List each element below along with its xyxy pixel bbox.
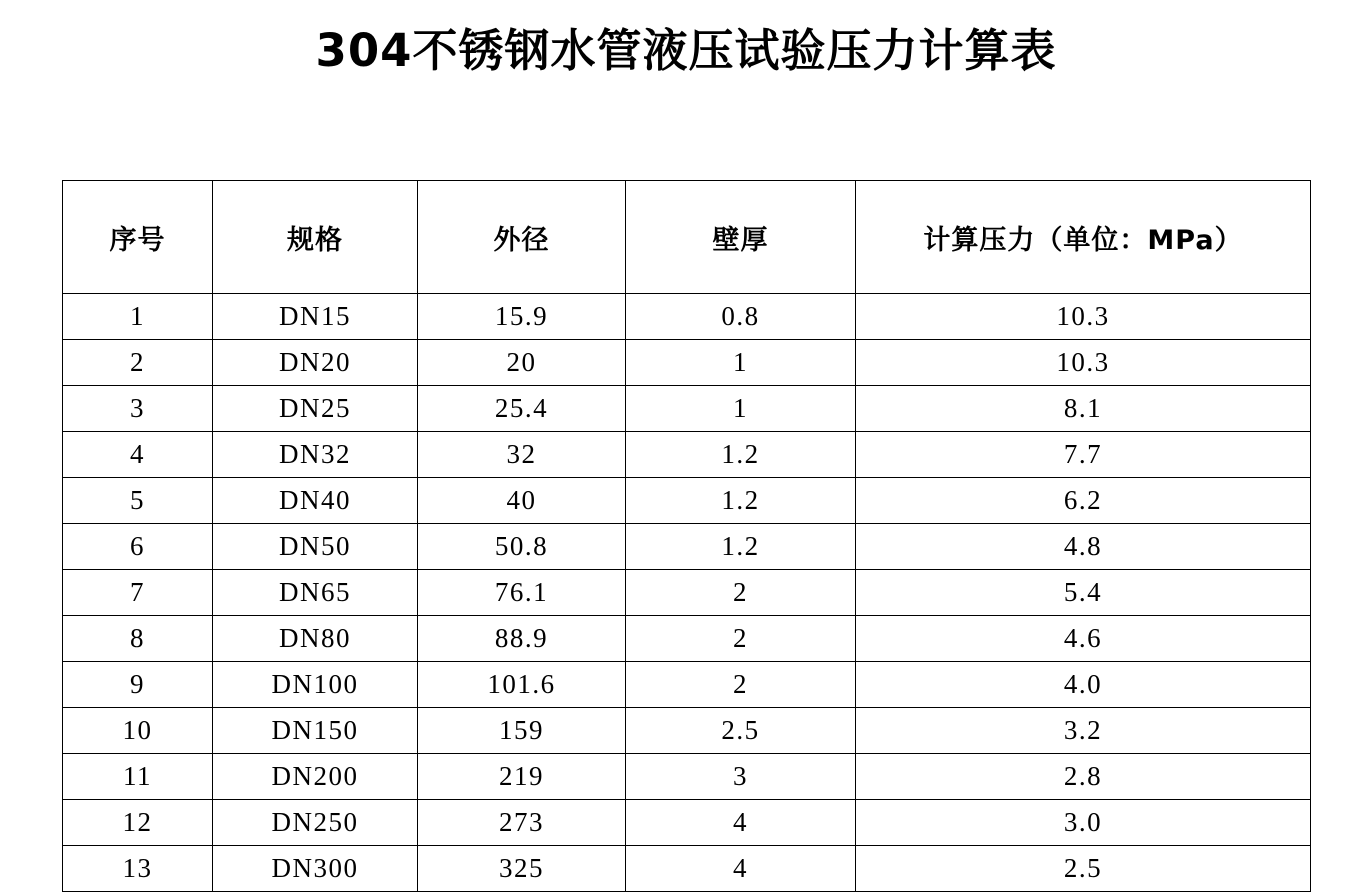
cell-index: 10 xyxy=(63,708,213,754)
cell-spec: DN50 xyxy=(213,524,418,570)
pressure-calculation-table xyxy=(62,180,1311,892)
cell-spec: DN300 xyxy=(213,846,418,892)
cell-outer-diameter: 101.6 xyxy=(418,662,626,708)
column-header-spec: 规格 xyxy=(213,181,418,294)
table-row xyxy=(63,478,1311,524)
cell-calculated-pressure: 10.3 xyxy=(856,294,1311,340)
cell-outer-diameter: 76.1 xyxy=(418,570,626,616)
cell-spec: DN150 xyxy=(213,708,418,754)
table-row xyxy=(63,386,1311,432)
table-row xyxy=(63,294,1311,340)
table-body xyxy=(63,294,1311,892)
cell-wall-thickness: 0.8 xyxy=(626,294,856,340)
cell-spec: DN40 xyxy=(213,478,418,524)
cell-calculated-pressure: 4.0 xyxy=(856,662,1311,708)
cell-calculated-pressure: 7.7 xyxy=(856,432,1311,478)
cell-index: 5 xyxy=(63,478,213,524)
cell-index: 9 xyxy=(63,662,213,708)
cell-wall-thickness: 2 xyxy=(626,616,856,662)
table-row xyxy=(63,754,1311,800)
table-row xyxy=(63,846,1311,892)
cell-wall-thickness: 1 xyxy=(626,340,856,386)
table-header xyxy=(63,181,1311,294)
cell-outer-diameter: 273 xyxy=(418,800,626,846)
table-row xyxy=(63,616,1311,662)
cell-outer-diameter: 325 xyxy=(418,846,626,892)
cell-wall-thickness: 1.2 xyxy=(626,524,856,570)
cell-spec: DN25 xyxy=(213,386,418,432)
cell-outer-diameter: 159 xyxy=(418,708,626,754)
cell-spec: DN250 xyxy=(213,800,418,846)
cell-outer-diameter: 15.9 xyxy=(418,294,626,340)
cell-spec: DN200 xyxy=(213,754,418,800)
table-row xyxy=(63,432,1311,478)
cell-index: 8 xyxy=(63,616,213,662)
cell-wall-thickness: 1 xyxy=(626,386,856,432)
table-row xyxy=(63,570,1311,616)
cell-wall-thickness: 2.5 xyxy=(626,708,856,754)
cell-outer-diameter: 25.4 xyxy=(418,386,626,432)
cell-wall-thickness: 2 xyxy=(626,570,856,616)
column-header-calculated-pressure: 计算压力（单位：MPa） xyxy=(856,181,1311,294)
table-row xyxy=(63,662,1311,708)
cell-wall-thickness: 4 xyxy=(626,800,856,846)
cell-calculated-pressure: 5.4 xyxy=(856,570,1311,616)
cell-calculated-pressure: 4.6 xyxy=(856,616,1311,662)
cell-calculated-pressure: 3.2 xyxy=(856,708,1311,754)
cell-calculated-pressure: 6.2 xyxy=(856,478,1311,524)
cell-spec: DN100 xyxy=(213,662,418,708)
cell-outer-diameter: 32 xyxy=(418,432,626,478)
cell-calculated-pressure: 3.0 xyxy=(856,800,1311,846)
page-title: 304不锈钢水管液压试验压力计算表 xyxy=(315,24,1057,77)
cell-index: 6 xyxy=(63,524,213,570)
cell-calculated-pressure: 4.8 xyxy=(856,524,1311,570)
cell-index: 1 xyxy=(63,294,213,340)
cell-wall-thickness: 4 xyxy=(626,846,856,892)
pressure-calculation-table-container xyxy=(62,180,1310,892)
cell-outer-diameter: 40 xyxy=(418,478,626,524)
table-row xyxy=(63,340,1311,386)
cell-index: 4 xyxy=(63,432,213,478)
cell-outer-diameter: 50.8 xyxy=(418,524,626,570)
cell-index: 13 xyxy=(63,846,213,892)
cell-wall-thickness: 1.2 xyxy=(626,478,856,524)
cell-calculated-pressure: 10.3 xyxy=(856,340,1311,386)
cell-index: 7 xyxy=(63,570,213,616)
cell-spec: DN32 xyxy=(213,432,418,478)
table-row xyxy=(63,800,1311,846)
cell-wall-thickness: 1.2 xyxy=(626,432,856,478)
column-header-wall-thickness: 壁厚 xyxy=(626,181,856,294)
cell-wall-thickness: 2 xyxy=(626,662,856,708)
cell-outer-diameter: 20 xyxy=(418,340,626,386)
cell-spec: DN20 xyxy=(213,340,418,386)
cell-index: 11 xyxy=(63,754,213,800)
cell-spec: DN15 xyxy=(213,294,418,340)
cell-index: 3 xyxy=(63,386,213,432)
cell-calculated-pressure: 8.1 xyxy=(856,386,1311,432)
cell-outer-diameter: 88.9 xyxy=(418,616,626,662)
table-row xyxy=(63,524,1311,570)
cell-index: 2 xyxy=(63,340,213,386)
cell-index: 12 xyxy=(63,800,213,846)
column-header-outer-diameter: 外径 xyxy=(418,181,626,294)
cell-calculated-pressure: 2.5 xyxy=(856,846,1311,892)
cell-spec: DN65 xyxy=(213,570,418,616)
cell-outer-diameter: 219 xyxy=(418,754,626,800)
cell-spec: DN80 xyxy=(213,616,418,662)
cell-calculated-pressure: 2.8 xyxy=(856,754,1311,800)
cell-wall-thickness: 3 xyxy=(626,754,856,800)
column-header-index: 序号 xyxy=(63,181,213,294)
table-header-row xyxy=(63,181,1311,294)
table-row xyxy=(63,708,1311,754)
